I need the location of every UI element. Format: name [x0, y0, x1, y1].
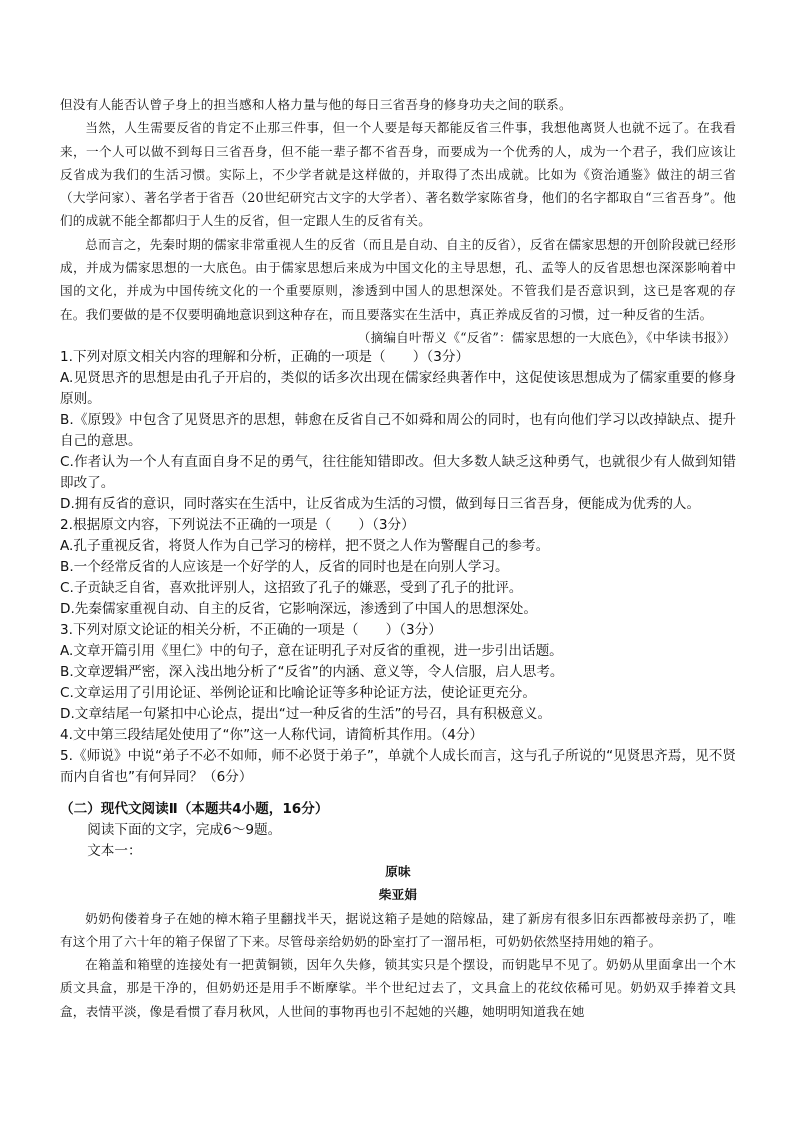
story-title: 原味: [385, 864, 411, 879]
text-label: 文本一：: [87, 843, 142, 859]
option-b: B.《原毁》中包含了见贤思齐的思想，韩愈在反省自己不如舜和周公的同时，也有向他们学习以改掉缺点、提升自己的意思。: [60, 412, 736, 449]
story: [60, 860, 736, 1023]
section-2: [60, 799, 736, 862]
question-stem: 1.下列对原文相关内容的理解和分析，正确的一项是（ ）（3分）: [60, 349, 470, 365]
option-b: B.一个经常反省的人应该是一个好学的人，反省的同时也是在向别人学习。: [60, 559, 509, 575]
question-4: 4.文中第三段结尾处使用了“你”这一人称代词，请简析其作用。（4分）: [60, 727, 484, 743]
essay-paragraph-continued: 但没有人能否认曾子身上的担当感和人格力量与他的每日三省吾身的修身功夫之间的联系。: [60, 97, 572, 112]
essay-paragraph: 当然，人生需要反省的肯定不止那三件事，但一个人要是每天都能反省三件事，我想他离贤人也就不远了。在我看来，一个人可以做不到每日三省吾身，但不能一辈子都不省吾身，而要成为一个优秀的人，成为一个君子，我们应该让反省成为我们的生活习惯。实际上，不少学者就是这样做的，并取得了杰出成就。比如为《资治通鉴》做注的胡三省（大学问家）、著名学者于省吾（20世纪研究古文字的大学者）、著名数学家陈省身，他们的名字都取自“三省吾身”。他们的成就不能全都都归于人生的反省，但一定跟人生的反省有关。: [60, 120, 736, 229]
option-a: A.孔子重视反省，将贤人作为自己学习的榜样，把不贤之人作为警醒自己的参考。: [60, 538, 550, 554]
question-list: [60, 347, 736, 788]
option-b: B.文章逻辑严密，深入浅出地分析了“反省”的内涵、意义等，令人信服，启人思考。: [60, 664, 564, 680]
question-1: [60, 347, 736, 515]
question-stem: 2.根据原文内容，下列说法不正确的一项是（ ）（3分）: [60, 517, 415, 533]
question-5: 5.《师说》中说“弟子不必不如师，师不必贤于弟子”，单就个人成长而言，这与孔子所说的“见贤思齐焉，见不贤而内自省也”有何异同？（6分）: [60, 748, 736, 785]
option-d: D.拥有反省的意识，同时落实在生活中，让反省成为生活的习惯，做到每日三省吾身，便能成为优秀的人。: [60, 496, 701, 512]
option-c: C.文章运用了引用论证、举例论证和比喻论证等多种论证方法，使论证更充分。: [60, 685, 536, 701]
section-heading: （二）现代文阅读Ⅱ（本题共4小题，16分）: [60, 801, 329, 817]
essay-paragraph: 总而言之，先秦时期的儒家非常重视人生的反省（而且是自动、自主的反省），反省在儒家思想的开创阶段就已经形成，并成为儒家思想的一大底色。由于儒家思想后来成为中国文化的主导思想，孔、孟等人的反省思想也深深影响着中国的文化，并成为中国传统文化的一个重要原则，渗透到中国人的思想深处。不管我们是否意识到，这已是客观的存在。我们要做的是不仅要明确地意识到这种存在，而且要落实在生活中，真正养成反省的习惯，过一种反省的生活。: [60, 236, 736, 322]
story-author: 柴亚娟: [378, 887, 418, 903]
option-a: A.见贤思齐的思想是由孔子开启的，类似的话多次出现在儒家经典著作中，这促使该思想成为了儒家重要的修身原则。: [60, 370, 736, 407]
essay-body: [60, 93, 736, 349]
option-a: A.文章开篇引用《里仁》中的句子，意在证明孔子对反省的重视，进一步引出话题。: [60, 643, 563, 659]
section-instruction: 阅读下面的文字，完成6～9题。: [87, 822, 282, 838]
story-paragraph: 在箱盖和箱壁的连接处有一把黄铜锁，因年久失修，锁其实只是个摆设，而钥匙早不见了。奶奶从里面拿出一个木质文具盒，那是干净的，但奶奶还是用手不断摩挲。半个世纪过去了，文具盒上的花纹依稀可见。奶奶双手捧着文具盒，表情平淡，像是看惯了春月秋风，人世间的事物再也引不起她的兴趣，她明明知道我在她: [60, 957, 736, 1019]
option-c: C.作者认为一个人有直面自身不足的勇气，往往能知错即改。但大多数人缺乏这种勇气，也就很少有人做到知错即改了。: [60, 454, 736, 491]
option-d: D.先秦儒家重视自动、自主的反省，它影响深远，渗透到了中国人的思想深处。: [60, 601, 537, 617]
option-d: D.文章结尾一句紧扣中心论点，提出“过一种反省的生活”的号召，具有积极意义。: [60, 706, 552, 722]
question-2: [60, 515, 736, 620]
question-3: [60, 620, 736, 725]
option-c: C.子贡缺乏自省，喜欢批评别人，这招致了孔子的嫌恶，受到了孔子的批评。: [60, 580, 523, 596]
question-stem: 3.下列对原文论证的相关分析，不正确的一项是（ ）（3分）: [60, 622, 442, 638]
story-paragraph: 奶奶佝偻着身子在她的樟木箱子里翻找半天，据说这箱子是她的陪嫁品，建了新房有很多旧东西都被母亲扔了，唯有这个用了六十年的箱子保留了下来。尽管母亲给奶奶的卧室打了一溜吊柜，可奶奶依然坚持用她的箱子。: [60, 910, 736, 949]
essay-source: （摘编自叶帮义《“反省”：儒家思想的一大底色》，《中华读书报》）: [357, 329, 736, 345]
